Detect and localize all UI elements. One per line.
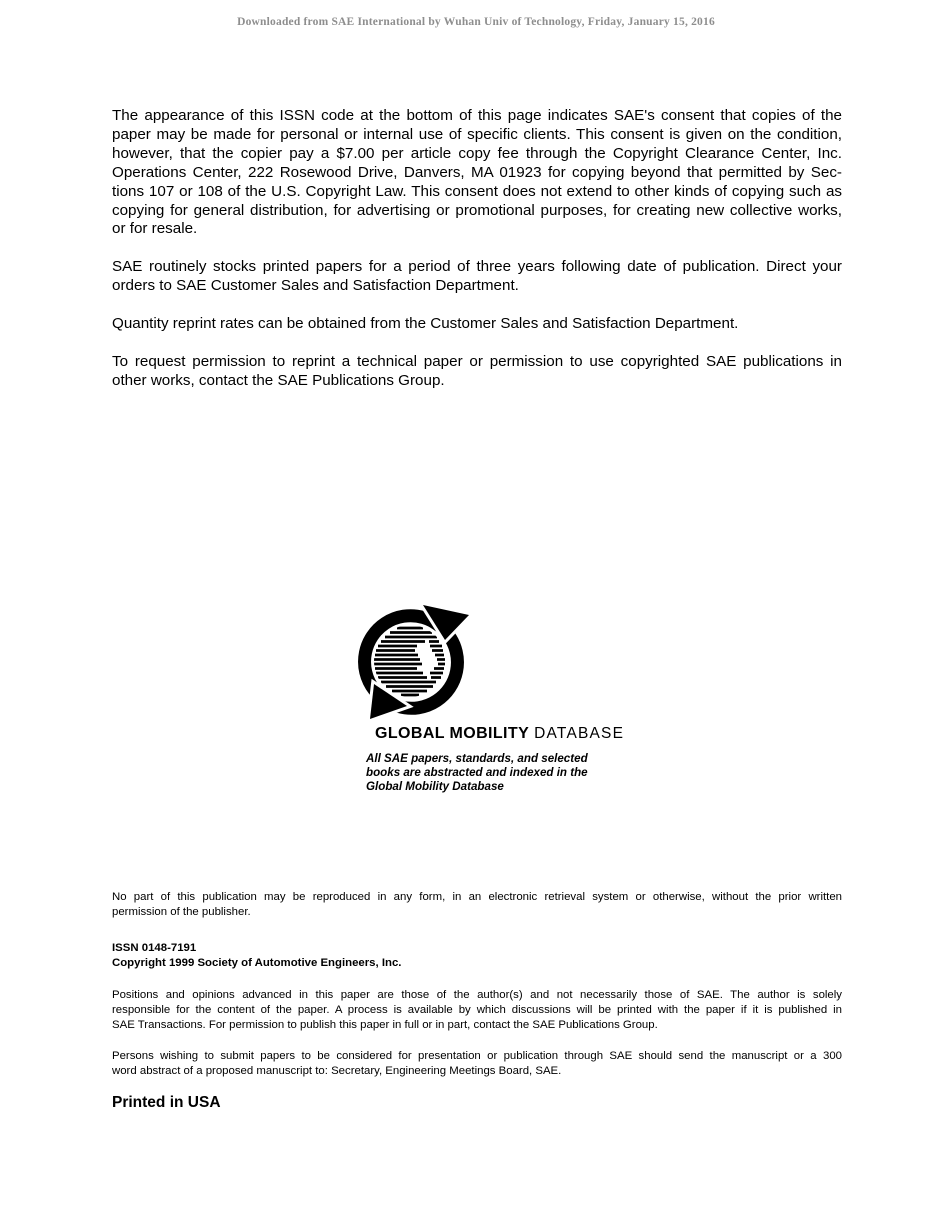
paragraph-positions-opinions: Positions and opinions advanced in this paper are those of the author(s) and not necessarily those of SAE. The author is solely responsible for the content of the paper. A process is available by which discussions will be printed with the paper if it is published in SAE Transactions. For permission to publish this paper in full or in part, contact the SAE Publications Group. bbox=[112, 988, 842, 1032]
globe-stripes bbox=[374, 628, 445, 695]
logo-wordmark bbox=[375, 725, 624, 743]
logo-caption: All SAE papers, standards, and selected books are abstracted and indexed in the Global Mobility Database bbox=[366, 752, 588, 793]
colophon-section bbox=[112, 890, 842, 1095]
paragraph-reproduction-notice: No part of this publication may be reproduced in any form, in an electronic retrieval system or otherwise, without the prior written permission of the publisher. bbox=[112, 891, 842, 919]
paragraph-stock-orders: SAE routinely stocks printed papers for a period of three years following date of publication. Direct your orders to SAE Customer Sales and Satisfaction Department. bbox=[112, 258, 842, 295]
issn-number: ISSN 0148-7191 bbox=[112, 941, 197, 954]
printed-in-usa-label: Printed in USA bbox=[112, 1094, 221, 1111]
copyright-line: Copyright 1999 Society of Automotive Engineers, Inc. bbox=[112, 957, 402, 970]
consent-section bbox=[112, 107, 842, 409]
paragraph-reprint-permission: To request permission to reprint a technical paper or permission to use copyrighted SAE publications in other works, contact the SAE Publications Group. bbox=[112, 352, 842, 389]
logo-wordmark-bold: GLOBAL MOBILITY bbox=[375, 725, 530, 742]
paragraph-submission-instructions: Persons wishing to submit papers to be considered for presentation or publication through SAE should send the manuscript or a 300 word abstract of a proposed manuscript to: Secretary, Engineering Meetings Board, SAE. bbox=[112, 1049, 842, 1078]
global-mobility-database-logo-icon bbox=[357, 599, 471, 723]
download-provenance-banner: Downloaded from SAE International by Wuhan Univ of Technology, Friday, January 15, 2016 bbox=[237, 16, 715, 28]
paragraph-issn-consent: The appearance of this ISSN code at the bottom of this page indicates SAE's consent that copies of the paper may be made for personal or internal use of specific clients. This consent is given on the condition, however, that the copier pay a $7.00 per article copy fee through the Copyright Clearance Center, Inc. Operations Center, 222 Rosewood Drive, Danvers, MA 01923 for copying beyond that permitted by Sec- tions 107 or 108 of the U.S. Copyright Law. This consent does not extend to other kinds of copying such as copying for general distribution, for advertising or promotional purposes, for creating new collective works, or for resale. bbox=[112, 107, 842, 238]
logo-wordmark-light: DATABASE bbox=[534, 725, 625, 742]
issn-copyright-block bbox=[112, 941, 842, 972]
paragraph-reprint-rates: Quantity reprint rates can be obtained from the Customer Sales and Satisfaction Department. bbox=[112, 314, 739, 332]
